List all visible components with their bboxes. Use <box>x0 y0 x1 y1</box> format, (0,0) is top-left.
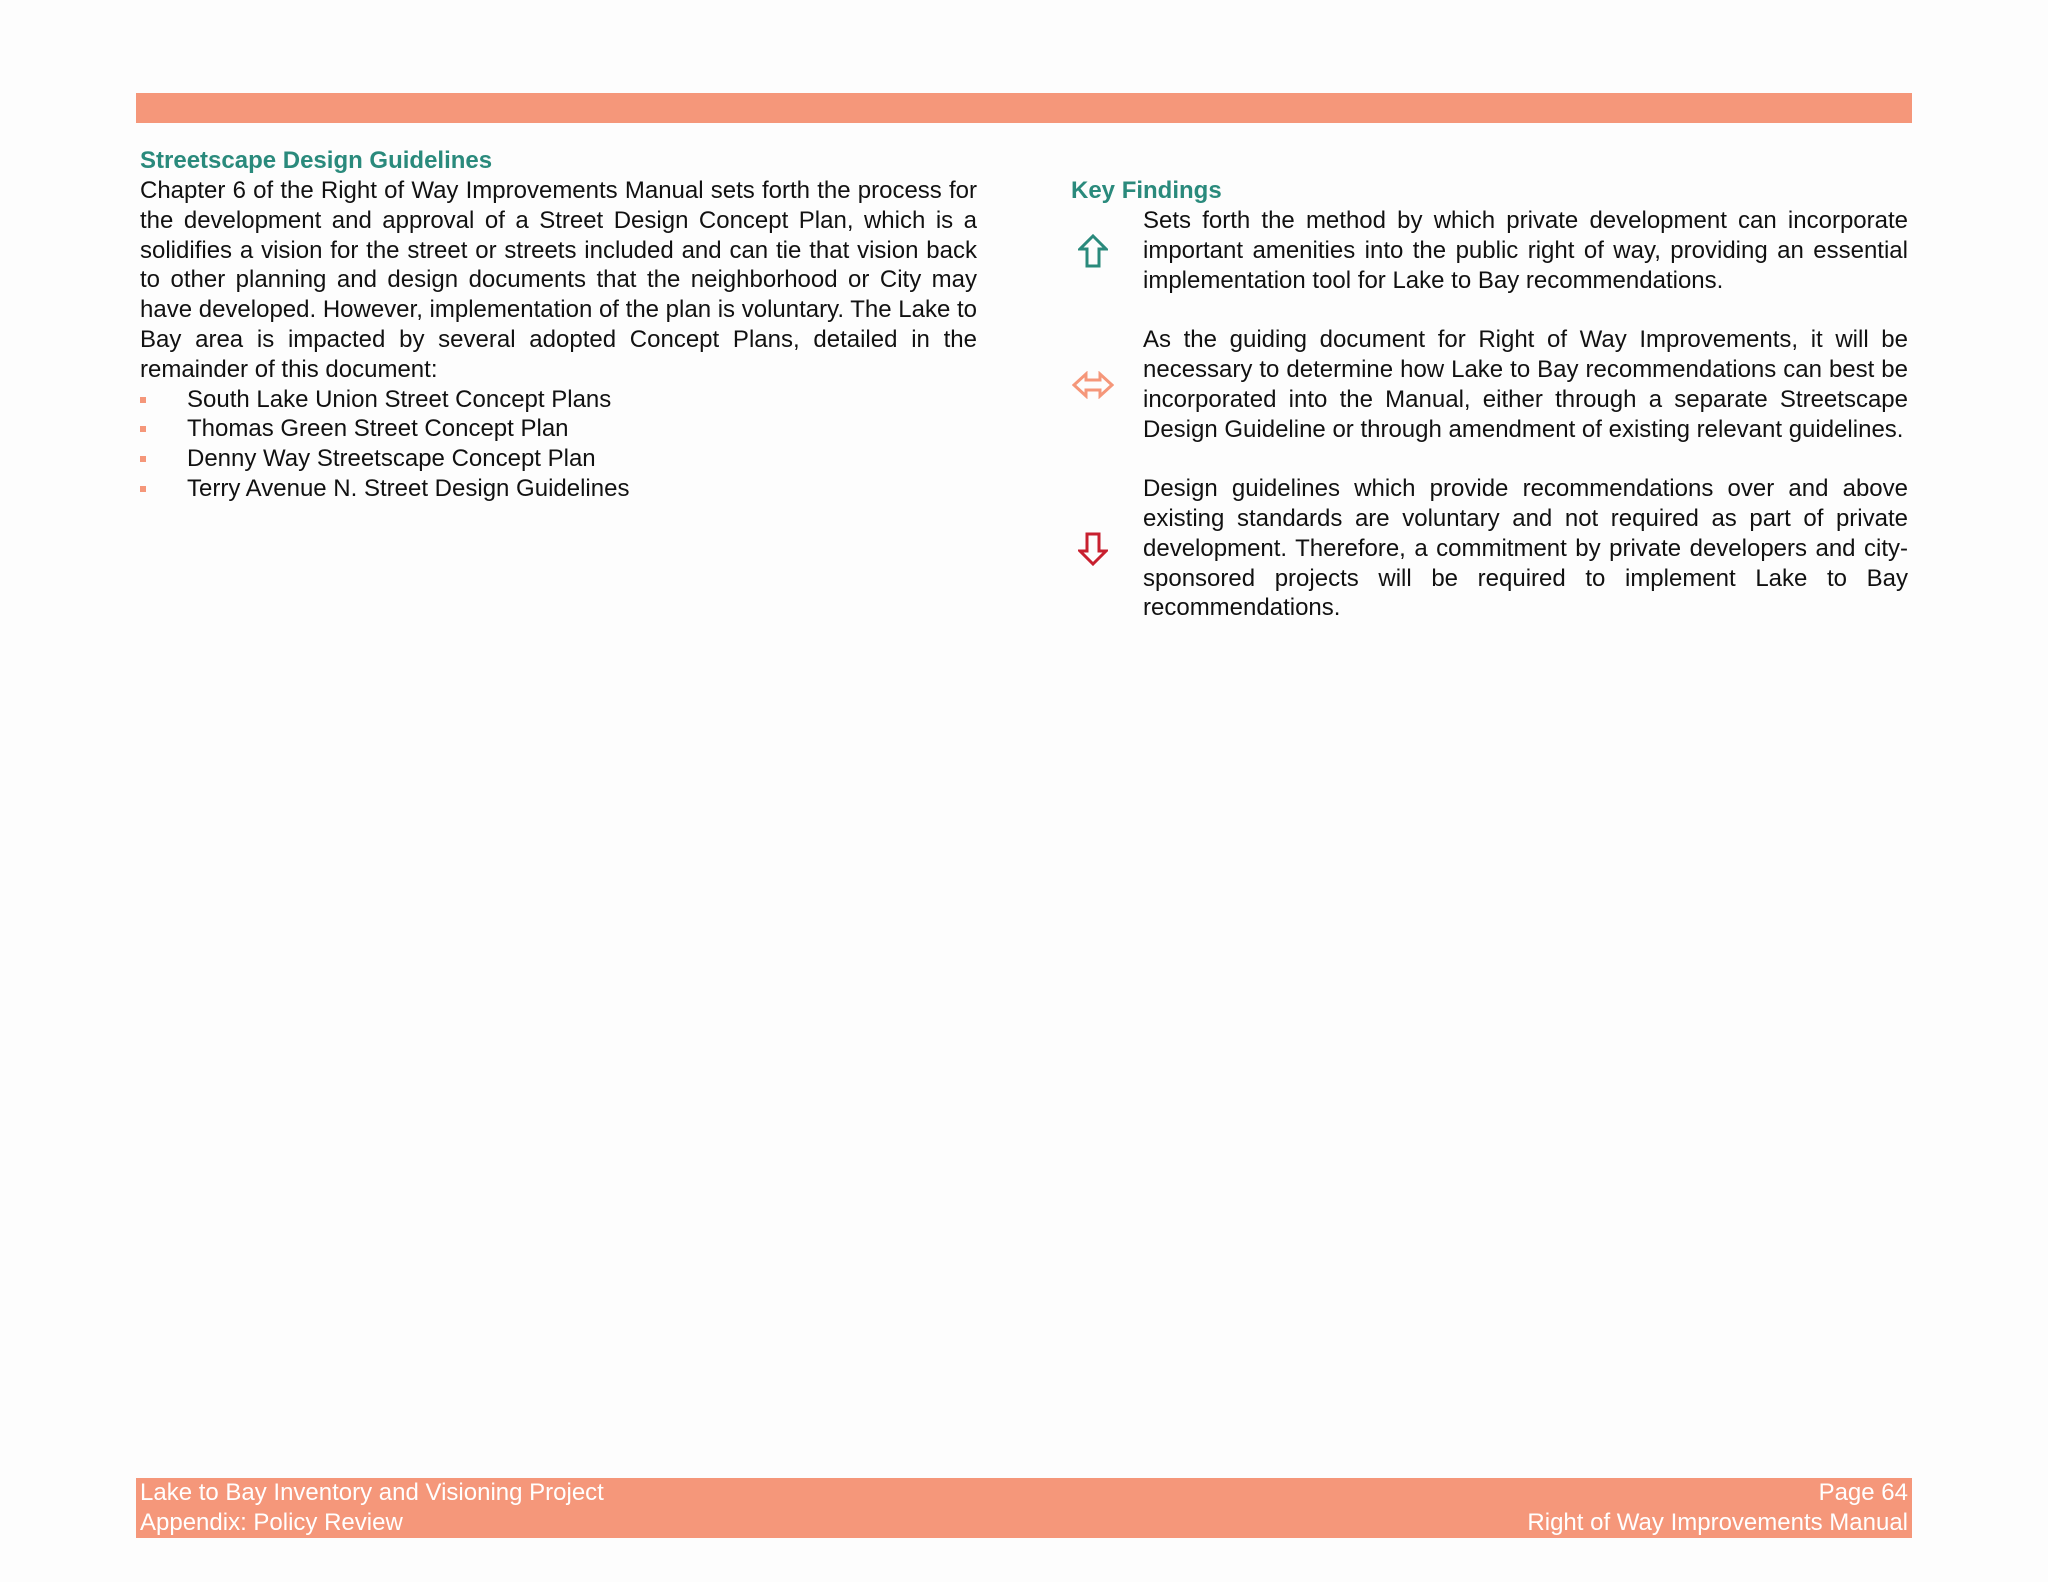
list-item <box>140 474 977 504</box>
arrow-left-right-icon <box>1071 325 1115 444</box>
list-item-text: Thomas Green Street Concept Plan <box>187 415 569 443</box>
list-item-text: Terry Avenue N. Street Design Guidelines <box>187 474 630 502</box>
list-item-text: Denny Way Streetscape Concept Plan <box>187 445 596 473</box>
list-item <box>140 385 977 415</box>
finding-text: Sets forth the method by which private development can incorporate important amenities into the public right of way, providing an essential implementation tool for Lake to Bay recommendations. <box>1143 207 1908 294</box>
concept-plan-list <box>140 385 977 504</box>
footer-project-title: Lake to Bay Inventory and Visioning Project <box>140 1479 604 1506</box>
footer-page-number: Page 64 <box>1818 1479 1908 1506</box>
section-heading: Streetscape Design Guidelines <box>140 147 493 174</box>
finding-item <box>1071 206 1908 295</box>
right-column <box>1071 176 1908 653</box>
list-item-text: South Lake Union Street Concept Plans <box>187 385 612 413</box>
footer-section: Right of Way Improvements Manual <box>1527 1509 1908 1536</box>
header-band <box>136 93 1912 123</box>
bullet-icon <box>140 397 146 403</box>
arrow-down-icon <box>1071 474 1115 623</box>
footer-appendix: Appendix: Policy Review <box>140 1509 403 1536</box>
list-item <box>140 444 977 474</box>
finding-text: Design guidelines which provide recommendations over and above existing standards are voluntary and not required as part of private development. Therefore, a commitment by private developers and city-sponsored projects will be required to implement Lake to Bay recommendations. <box>1143 475 1908 622</box>
bullet-icon <box>140 456 146 462</box>
page-footer <box>136 1478 1912 1538</box>
footer-left <box>140 1478 604 1538</box>
finding-item <box>1071 325 1908 444</box>
finding-item <box>1071 474 1908 623</box>
finding-text: As the guiding document for Right of Way Improvements, it will be necessary to determine how Lake to Bay recommendations can best be incorporated into the Manual, either through a separate Streetscape Design Guideline or through amendment of existing relevant guidelines. <box>1143 326 1908 443</box>
left-column <box>140 146 977 504</box>
key-findings-heading: Key Findings <box>1071 177 1222 204</box>
footer-right <box>1527 1478 1908 1538</box>
arrow-up-icon <box>1071 206 1115 295</box>
list-item <box>140 414 977 444</box>
bullet-icon <box>140 426 146 432</box>
section-paragraph: Chapter 6 of the Right of Way Improvements Manual sets forth the process for the development and approval of a Street Design Concept Plan, which is a solidifies a vision for the street or streets included and can tie that vision back to other planning and design documents that the neighborhood or City may have developed. However, implementation of the plan is voluntary. The Lake to Bay area is impacted by several adopted Concept Plans, detailed in the remainder of this document: <box>140 177 977 383</box>
bullet-icon <box>140 486 146 492</box>
